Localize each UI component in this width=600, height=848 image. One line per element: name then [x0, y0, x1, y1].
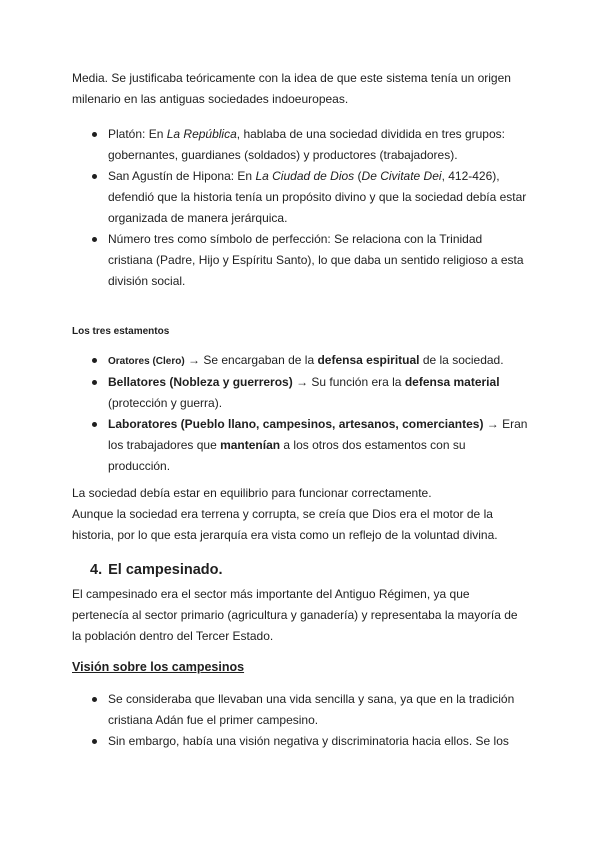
document-page [72, 68, 528, 752]
section-4-heading [72, 556, 528, 584]
book-title: La República [166, 127, 237, 141]
section-title: El campesinado. [108, 562, 223, 578]
intro-paragraph: Media. Se justificaba teóricamente con la idea de que este sistema tenía un origen milenario en las antiguas sociedades indoeuropeas. [72, 71, 511, 106]
vision-heading: Visión sobre los campesinos [72, 660, 245, 674]
equilibrio-line-1: La sociedad debía estar en equilibrio para funcionar correctamente. [72, 486, 432, 500]
origins-list [72, 124, 528, 292]
list-item-oratores: Oratores (Clero) → Se encargaban de la defensa espiritual de la sociedad. [72, 350, 528, 372]
list-item-platon: Platón: En La República, hablaba de una sociedad dividida en tres grupos: gobernantes, guardianes (soldados) y productores (trabajadores). [72, 124, 528, 166]
list-item-bellatores: Bellatores (Nobleza y guerreros) → Su función era la defensa material (protección y guerra). [72, 372, 528, 414]
estamentos-heading: Los tres estamentos [72, 326, 170, 337]
vision-list [72, 689, 528, 752]
list-item-numero-tres: Número tres como símbolo de perfección: Se relaciona con la Trinidad cristiana (Padre, Hijo y Espíritu Santo), lo que daba un sentido religioso a esta división social. [72, 229, 528, 292]
section-number: 4. [90, 562, 103, 578]
campesinado-paragraph: El campesinado era el sector más importante del Antiguo Régimen, ya que pertenecía al sector primario (agricultura y ganadería) y representaba la mayoría de la población dentro del Tercer Estado. [72, 587, 518, 643]
book-title: La Ciudad de Dios [255, 169, 355, 183]
list-item: Sin embargo, había una visión negativa y discriminatoria hacia ellos. Se los [72, 731, 528, 752]
estamentos-list [72, 350, 528, 477]
equilibrio-line-2: Aunque la sociedad era terrena y corrupta, se creía que Dios era el motor de la historia, por lo que esta jerarquía era vista como un reflejo de la voluntad divina. [72, 507, 498, 542]
list-item: Se consideraba que llevaban una vida sencilla y sana, ya que en la tradición cristiana Adán fue el primer campesino. [72, 689, 528, 731]
book-title-latin: De Civitate Dei [361, 169, 442, 183]
list-item-laboratores: Laboratores (Pueblo llano, campesinos, artesanos, comerciantes) → Eran los trabajadores que mantenían a los otros dos estamentos con su producción. [72, 414, 528, 477]
list-item-agustin: San Agustín de Hipona: En La Ciudad de Dios (De Civitate Dei, 412-426), defendió que la historia tenía un propósito divino y que la sociedad debía estar organizada de manera jerárquica. [72, 166, 528, 229]
